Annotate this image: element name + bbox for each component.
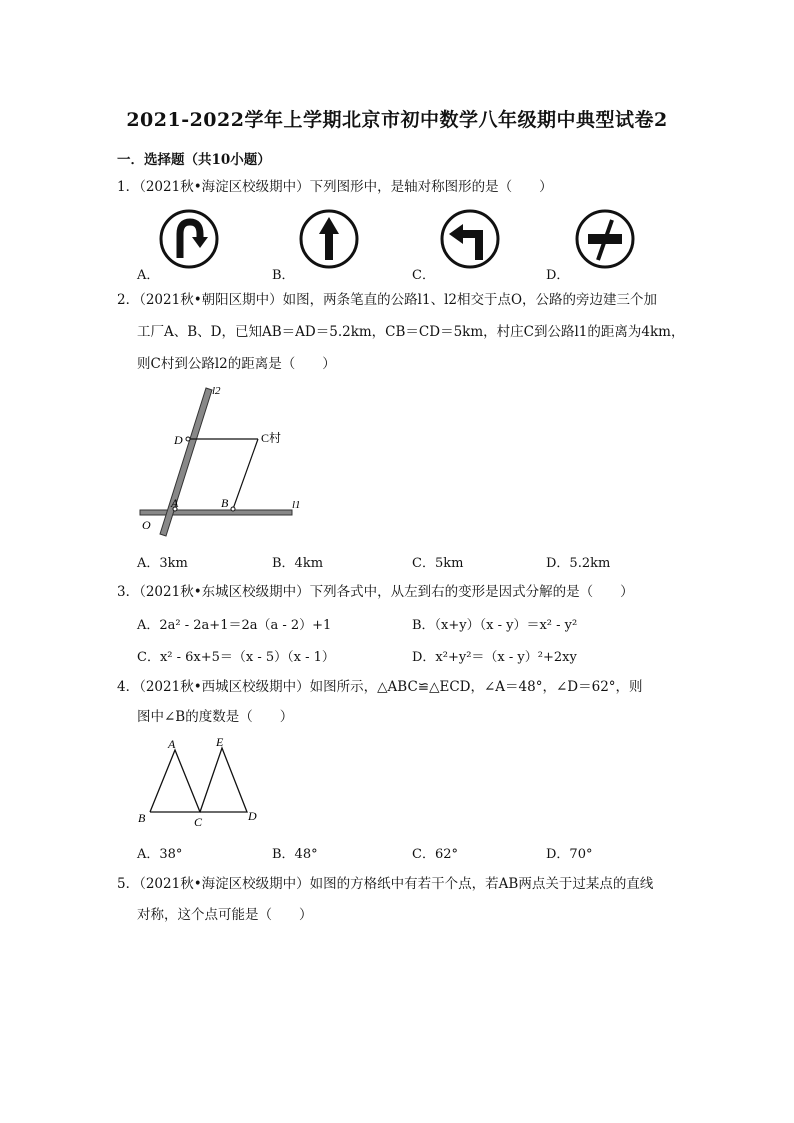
label-c: C (194, 815, 203, 829)
section-heading: 一．选择题（共10小题） (117, 152, 271, 168)
q2-stem-line2: 工厂A、B、D，已知AB＝AD＝5.2km，CB＝CD＝5km，村庄C到公路l1的距离为4km， (137, 324, 685, 340)
q1-option-a: A． (137, 268, 160, 283)
label-o: O (142, 518, 151, 532)
label-c: C村 (261, 431, 282, 445)
q4-stem-line2: 图中∠B的度数是（ ） (137, 709, 294, 725)
label-e: E (216, 735, 224, 749)
page-title: 2021-2022学年上学期北京市初中数学八年级期中典型试卷2 (126, 109, 668, 131)
label-a: A (168, 737, 176, 751)
q4-option-a: A．38° (137, 847, 183, 862)
label-d: D (174, 433, 183, 447)
q1-option-d: D． (546, 268, 570, 283)
q3-option-d: D．x²+y²＝（x - y）²+2xy (412, 650, 577, 665)
label-l2: l2 (212, 385, 221, 397)
q2-road-figure (130, 378, 320, 538)
q3-option-c: C．x² - 6x+5＝（x - 5）（x - 1） (137, 650, 335, 665)
q2-option-c: C．5km (412, 556, 464, 571)
q4-option-d: D．70° (546, 847, 593, 862)
no-parking-sign-icon (574, 208, 636, 270)
label-b: B (138, 811, 146, 825)
q2-option-a: A．3km (137, 556, 188, 571)
q5-stem-line2: 对称，这个点可能是（ ） (137, 907, 313, 923)
q4-triangle-figure (130, 732, 270, 832)
q4-stem-line1: 4．（2021秋•西城区校级期中）如图所示，△ABC≌△ECD，∠A＝48°，∠D＝62°，则 (117, 679, 643, 695)
u-turn-sign-icon (158, 208, 220, 270)
q3-option-b: B．（x+y）（x - y）＝x² - y² (412, 618, 578, 633)
q1-stem: 1．（2021秋•海淀区校级期中）下列图形中，是轴对称图形的是（ ） (117, 179, 553, 195)
q5-stem-line1: 5．（2021秋•海淀区校级期中）如图的方格纸中有若干个点，若AB两点关于过某点的直线 (117, 876, 654, 892)
q4-option-b: B．48° (272, 847, 318, 862)
q2-stem-line3: 则C村到公路l2的距离是（ ） (137, 356, 336, 372)
left-turn-sign-icon (439, 208, 501, 270)
straight-arrow-sign-icon (298, 208, 360, 270)
q2-option-b: B．4km (272, 556, 324, 571)
q2-option-d: D．5.2km (546, 556, 611, 571)
q3-stem: 3．（2021秋•东城区校级期中）下列各式中，从左到右的变形是因式分解的是（ ） (117, 584, 634, 600)
q1-option-c: C． (412, 268, 435, 283)
label-a: A (171, 496, 179, 510)
q4-option-c: C．62° (412, 847, 458, 862)
q3-option-a: A．2a² - 2a+1＝2a（a - 2）+1 (137, 618, 332, 633)
q1-option-b: B． (272, 268, 295, 283)
label-b: B (221, 496, 229, 510)
label-d: D (248, 809, 257, 823)
q2-stem-line1: 2．（2021秋•朝阳区期中）如图，两条笔直的公路l1、l2相交于点O，公路的旁边建三个加 (117, 292, 658, 308)
label-l1: l1 (292, 499, 301, 511)
